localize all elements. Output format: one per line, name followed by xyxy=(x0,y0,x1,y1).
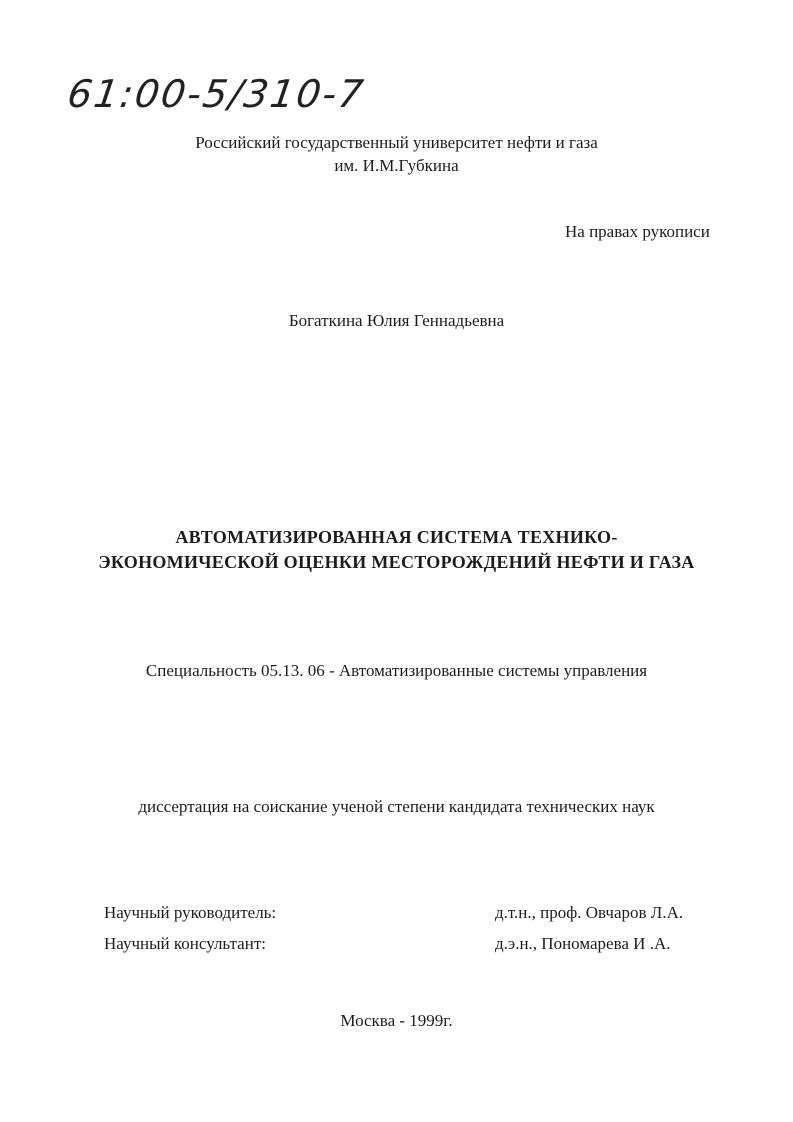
supervisor-role: Научный руководитель: xyxy=(104,903,277,922)
institution-name-line1: Российский государственный университет нефти и газа xyxy=(195,133,598,152)
dissertation-title-line2: ЭКОНОМИЧЕСКОЙ ОЦЕНКИ МЕСТОРОЖДЕНИЙ НЕФТИ И ГАЗА xyxy=(98,552,695,572)
dissertation-title-line1: АВТОМАТИЗИРОВАННАЯ СИСТЕМА ТЕХНИКО- xyxy=(175,527,618,547)
manuscript-rights-note: На правах рукописи xyxy=(565,222,710,241)
consultant-role: Научный консультант: xyxy=(104,934,266,953)
institution-name-line2: им. И.М.Губкина xyxy=(334,156,459,175)
supervisor-person: д.т.н., проф. Овчаров Л.А. xyxy=(495,903,684,922)
consultant-person: д.э.н., Пономарева И .А. xyxy=(495,934,671,953)
handwritten-archive-code: 61:00-5/310-7 xyxy=(64,72,368,116)
author-name: Богаткина Юлия Геннадьевна xyxy=(288,311,505,330)
place-and-year: Москва - 1999г. xyxy=(340,1011,453,1030)
specialty-line: Специальность 05.13. 06 - Автоматизированные системы управления xyxy=(145,661,648,680)
degree-line: диссертация на соискание ученой степени кандидата технических наук xyxy=(138,797,655,816)
